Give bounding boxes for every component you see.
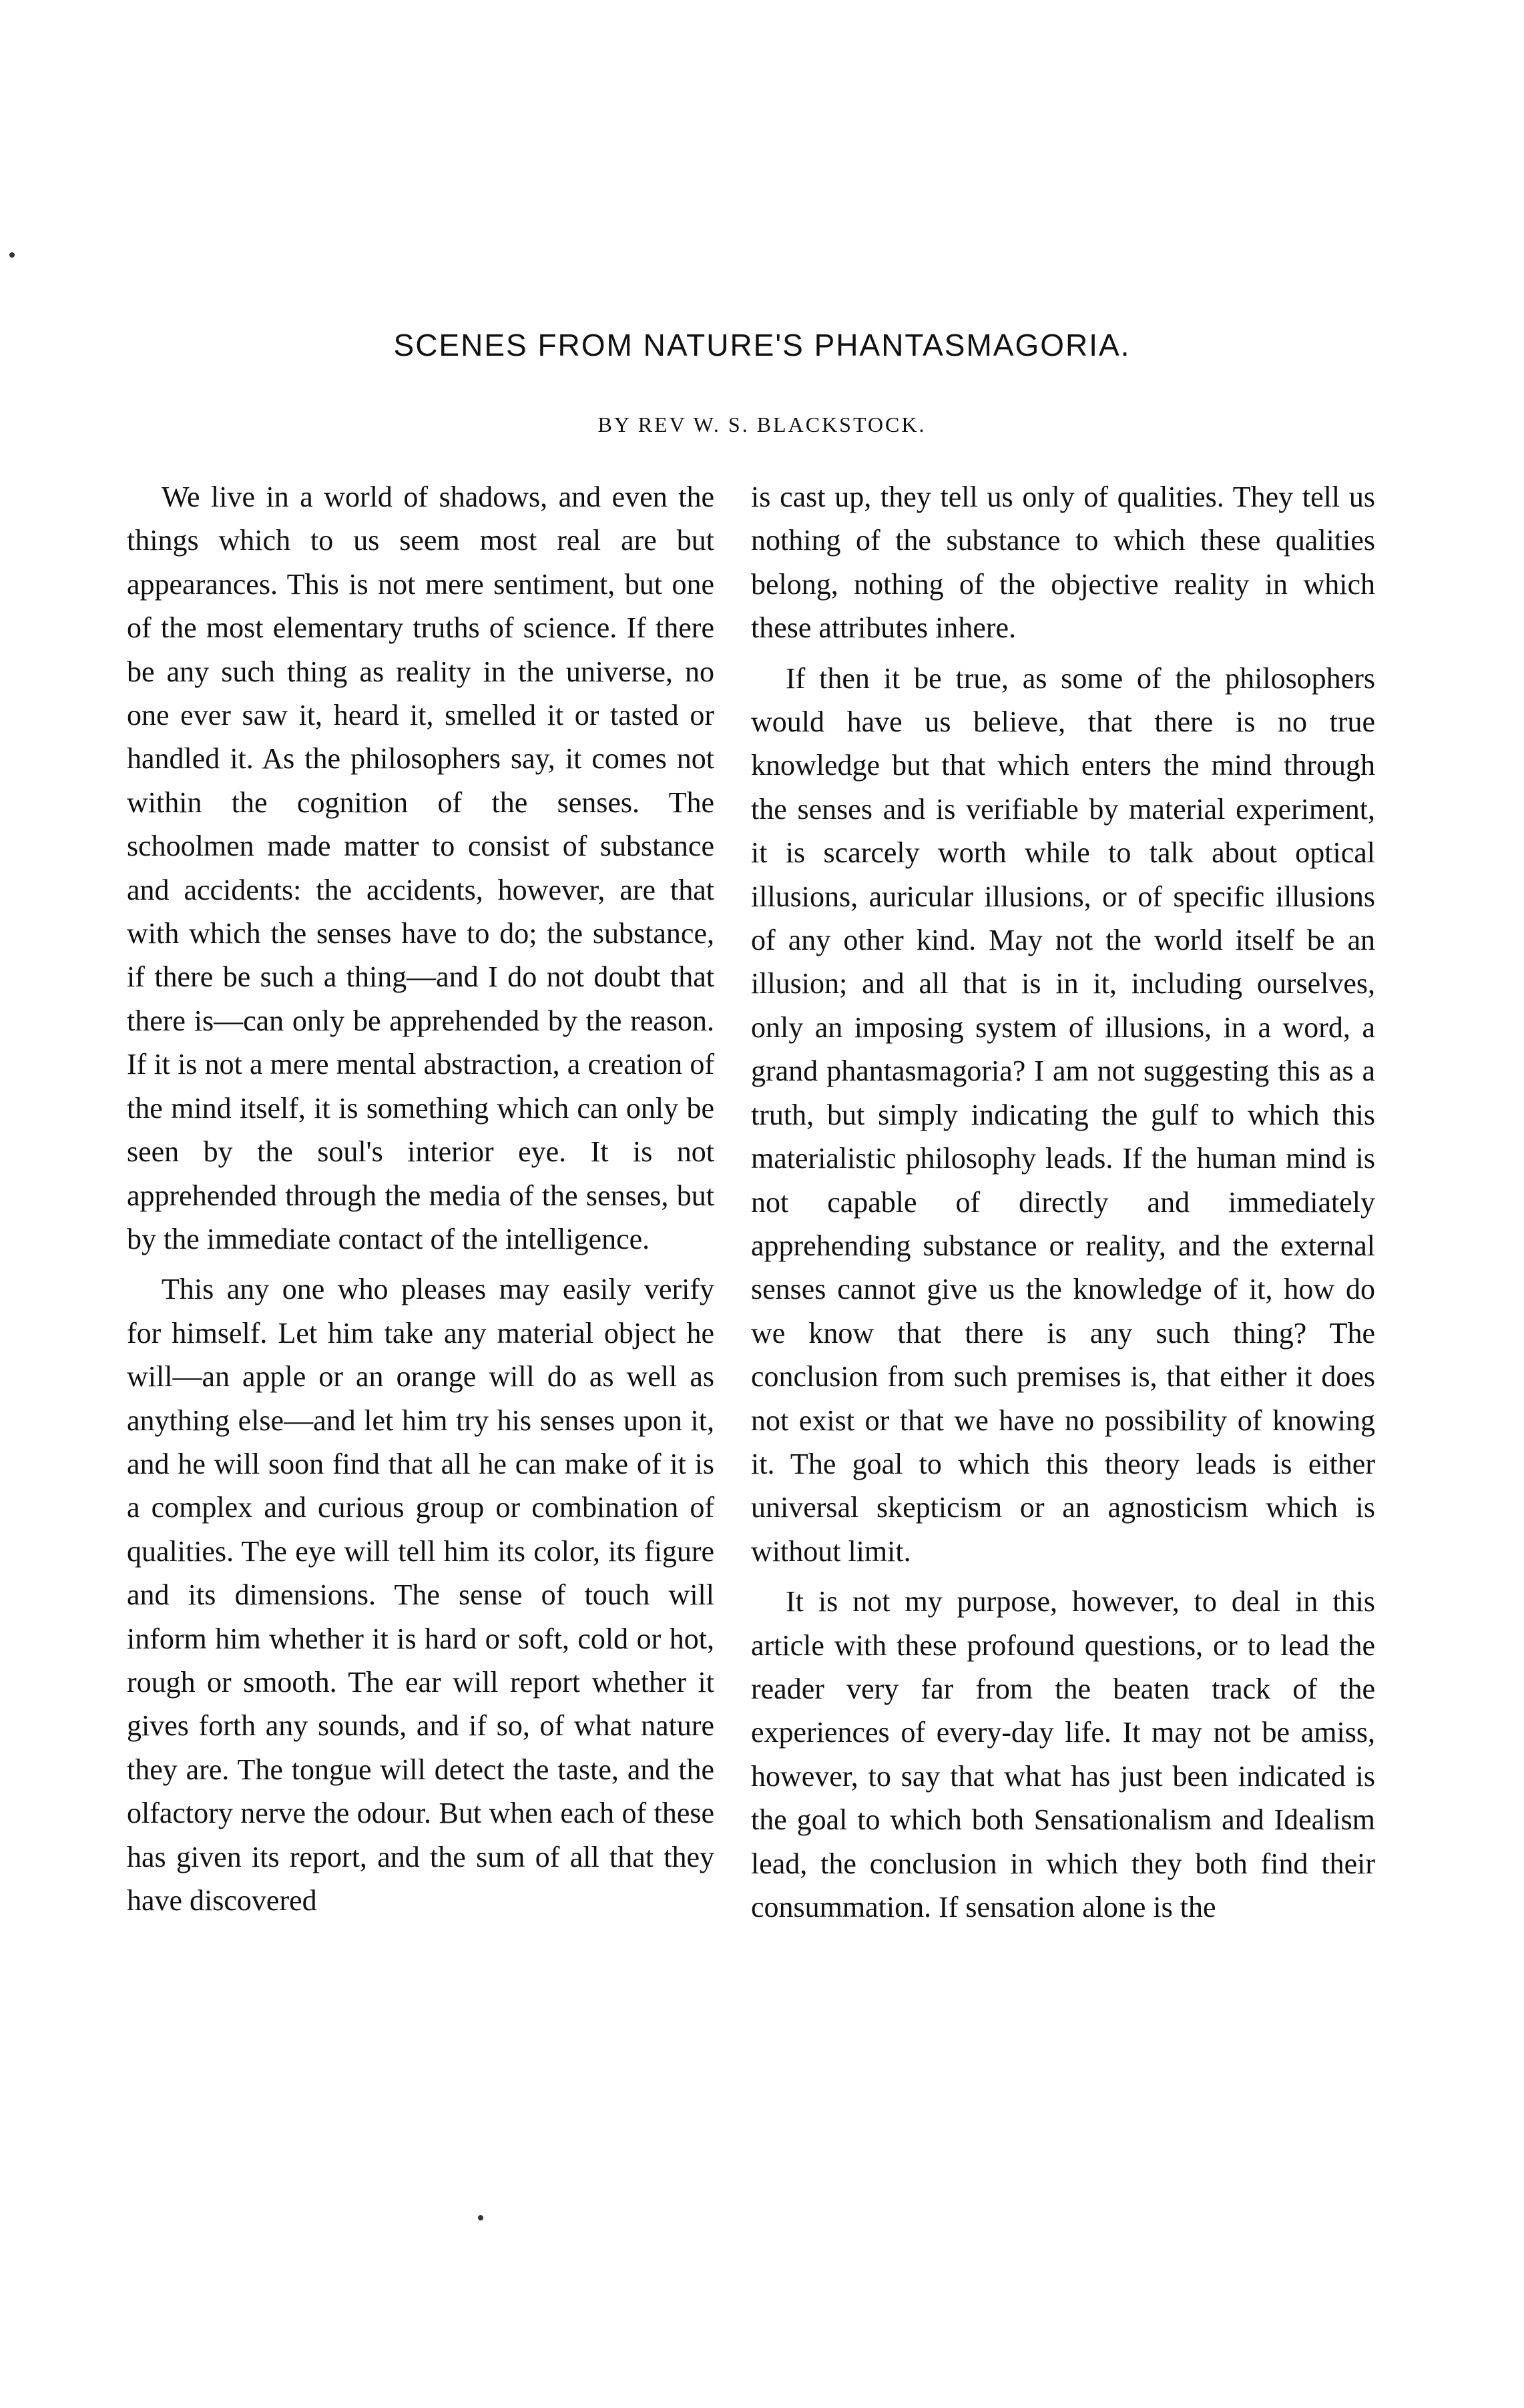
right-paragraph-1: is cast up, they tell us only of qualities. They tell us nothing of the substance to which these qualities belong, nothing of the objective reality in which these attributes inhere. bbox=[751, 481, 1375, 645]
left-paragraph-2: This any one who pleases may easily verify for himself. Let him take any material object he will—an apple or an orange will do as well as anything else—and let him try his senses upon it, and he will soon find that all he can make of it is a complex and curious group or combination of qualities. The eye will tell him its color, its figure and its dimensions. The sense of touch will inform him whether it is hard or soft, cold or hot, rough or smooth. The ear will report whether it gives forth any sounds, and if so, of what nature they are. The tongue will detect the taste, and the olfactory nerve the odour. But when each of these has given its report, and the sum of all that they have discovered bbox=[127, 1273, 714, 1917]
left-paragraph-1: We live in a world of shadows, and even the things which to us seem most real are but appearances. This is not mere sentiment, but one of the most elementary truths of science. If there be any such thing as reality in the universe, no one ever saw it, heard it, smelled it or tasted or handled it. As the philosophers say, it comes not within the cognition of the senses. The schoolmen made matter to consist of substance and accidents: the accidents, however, are that with which the senses have to do; the substance, if there be such a thing—and I do not doubt that there is—can only be apprehended by the reason. If it is not a mere mental abstraction, a creation of the mind itself, it is something which can only be seen by the soul's interior eye. It is not apprehended through the media of the senses, but by the immediate contact of the intelligence. bbox=[127, 481, 714, 1255]
article-title: SCENES FROM NATURE'S PHANTASMAGORIA. bbox=[393, 328, 1131, 362]
print-speck-bottom-center bbox=[478, 2215, 483, 2220]
print-speck-top-left bbox=[9, 252, 15, 258]
left-column bbox=[127, 475, 714, 1929]
right-paragraph-3: It is not my purpose, however, to deal in this article with these profound questions, or to lead the reader very far from the beaten track of the experiences of every-day life. It may not be amiss, however, to say that what has just been indicated is the goal to which both Sensationalism and Idealism lead, the conclusion in which they both find their consummation. If sensation alone is the bbox=[751, 1585, 1375, 1923]
right-column bbox=[751, 475, 1375, 1935]
article-byline: BY REV W. S. BLACKSTOCK. bbox=[597, 412, 927, 436]
right-paragraph-2: If then it be true, as some of the philosophers would have us believe, that there is no true knowledge but that which enters the mind through the senses and is verifiable by material experiment, it is scarcely worth while to talk about optical illusions, auricular illusions, or of specific illusions of any other kind. May not the world itself be an illusion; and all that is in it, including ourselves, only an imposing system of illusions, in a word, a grand phantasmagoria? I am not suggesting this as a truth, but simply indicating the gulf to which this materialistic philosophy leads. If the human mind is not capable of directly and immediately apprehending substance or reality, and the external senses cannot give us the knowledge of it, how do we know that there is any such thing? The conclusion from such premises is, that either it does not exist or that we have no possibility of knowing it. The goal to which this theory leads is either universal skepticism or an agnosticism which is without limit. bbox=[751, 661, 1375, 1568]
